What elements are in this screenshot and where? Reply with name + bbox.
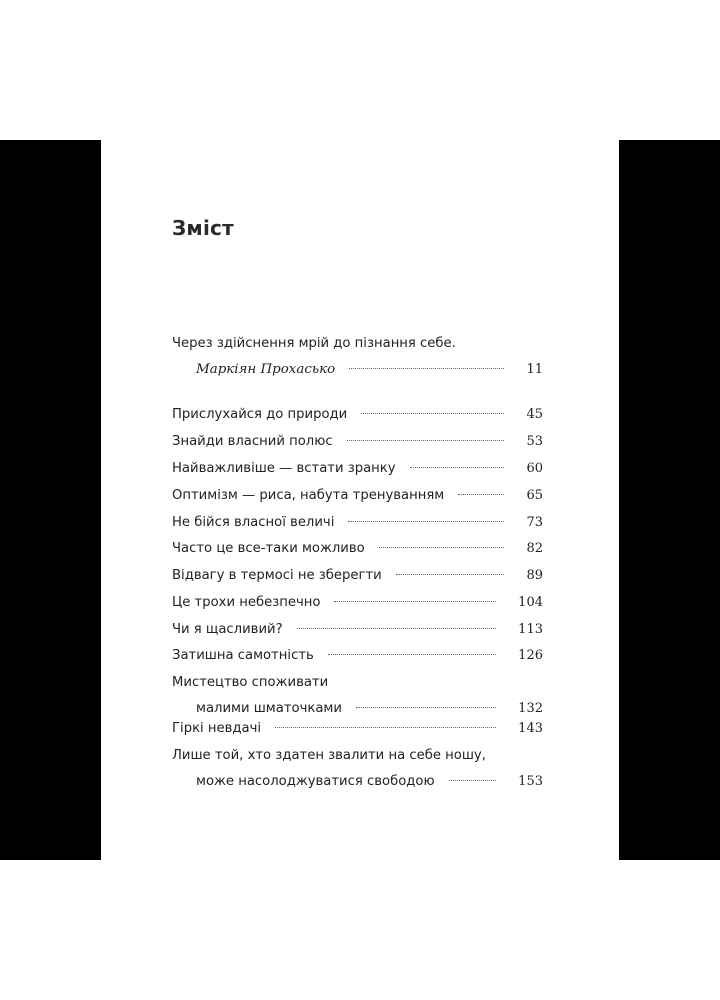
toc-entry-title: Чи я щасливий? (172, 622, 283, 637)
book-page (101, 140, 619, 860)
toc-entry-title: Часто це все-таки можливо (172, 541, 365, 556)
toc-entry-page: 153 (518, 774, 543, 789)
toc-entry-title: Гіркі невдачі (172, 721, 262, 736)
left-black-bar (0, 140, 101, 860)
toc-entry-title-continued: малими шматочками (196, 701, 342, 716)
toc-entry (172, 483, 543, 509)
toc-entry (172, 716, 543, 742)
toc-entry-title: Прислухайся до природи (172, 407, 348, 422)
toc-entry (172, 402, 543, 428)
toc-entry (172, 331, 543, 383)
toc-entry (172, 617, 543, 643)
toc-entry-title: Мистецтво споживати (172, 675, 329, 690)
toc-entry (172, 590, 543, 616)
toc-entry-page: 113 (518, 622, 543, 637)
toc-entry-page: 60 (526, 461, 543, 476)
dot-leader (348, 511, 504, 522)
page-title: Зміст (172, 216, 234, 240)
toc-entry-page: 11 (526, 362, 543, 377)
toc-entry-title: Через здійснення мрій до пізнання себе. (172, 336, 456, 351)
toc-entry-title: Відвагу в термосі не зберегти (172, 568, 382, 583)
dot-leader (356, 697, 496, 708)
toc-entry-title: Найважливіше — встати зранку (172, 461, 396, 476)
toc-entry-title-continued: може насолоджуватися свободою (196, 774, 435, 789)
toc-entry (172, 643, 543, 669)
toc-entry-page: 143 (518, 721, 543, 736)
dot-leader (328, 644, 496, 655)
dot-leader (334, 591, 496, 602)
toc-entry-title: Не бійся власної величі (172, 515, 335, 530)
dot-leader (347, 430, 504, 441)
dot-leader (275, 717, 496, 728)
toc-entry-title: Це трохи небезпечно (172, 595, 321, 610)
toc-entry (172, 536, 543, 562)
toc-entry-page: 126 (518, 648, 543, 663)
toc-entry-page: 73 (526, 515, 543, 530)
toc-entry-page: 104 (518, 595, 543, 610)
toc-entry (172, 670, 543, 722)
toc-entry (172, 429, 543, 455)
dot-leader (361, 403, 504, 414)
toc-entry-page: 65 (526, 488, 543, 503)
toc-entry-author: Маркіян Прохасько (196, 362, 336, 377)
toc-entry-page: 82 (526, 541, 543, 556)
dot-leader (396, 564, 504, 575)
toc-entry-title: Лише той, хто здатен звалити на себе ношу, (172, 748, 486, 763)
toc-entry-page: 132 (518, 701, 543, 716)
dot-leader (449, 770, 496, 781)
toc-entry (172, 456, 543, 482)
toc-entry (172, 743, 543, 795)
toc-entry-title: Знайди власний полюс (172, 434, 333, 449)
right-black-bar (619, 140, 720, 860)
dot-leader (458, 484, 504, 495)
dot-leader (379, 537, 504, 548)
toc-entry-title: Оптимізм — риса, набута тренуванням (172, 488, 445, 503)
dot-leader (349, 358, 504, 369)
toc-entry-page: 53 (526, 434, 543, 449)
dot-leader (297, 618, 496, 629)
dot-leader (410, 457, 504, 468)
toc-entry (172, 563, 543, 589)
toc-entry-page: 45 (526, 407, 543, 422)
toc-entry-title: Затишна самотність (172, 648, 314, 663)
toc-entry-page: 89 (526, 568, 543, 583)
toc-entry (172, 510, 543, 536)
